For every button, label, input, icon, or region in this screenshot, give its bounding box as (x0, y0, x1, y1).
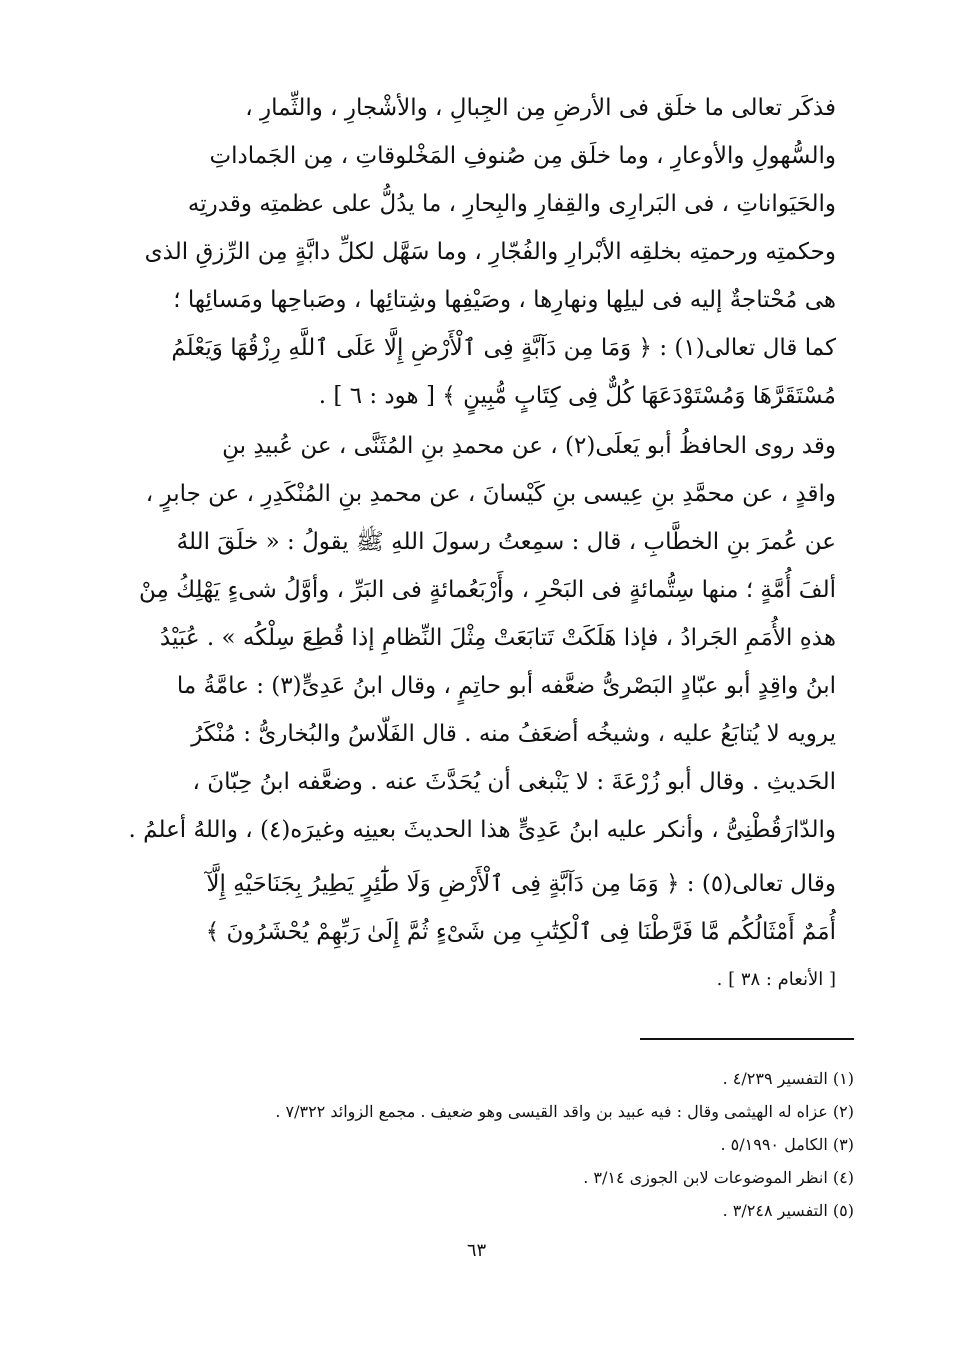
quran-verse-line: كما قال تعالى(١) : ﴿ وَمَا مِن دَآبَّةٍ فِى ٱلْأَرْضِ إِلَّا عَلَى ٱللَّهِ رِزْقُهَا وَيَعْلَمُ (171, 335, 836, 361)
text-line: يرويه لا يُتابَعُ عليه ، وشيخُه أضعَفُ منه . قال الفَلّاسُ والبُخارىُّ : مُنْكَرُ (191, 721, 836, 747)
footnote: (٣) الكامل ٥/١٩٩٠ . (720, 1135, 854, 1154)
quran-verse-line: وقال تعالى(٥) : ﴿ وَمَا مِن دَآبَّةٍ فِى ٱلْأَرْضِ وَلَا طَٰٓئِرٍ يَطِيرُ بِجَنَاحَيْهِ إِلَّآ (206, 871, 836, 897)
footnote: (٢) عزاه له الهيثمى وقال : فيه عبيد بن واقد القيسى وهو ضعيف . مجمع الزوائد ٧/٣٢٢ . (275, 1102, 854, 1121)
footnotes (128, 1062, 854, 1227)
footnote: (٥) التفسير ٣/٢٤٨ . (722, 1201, 854, 1220)
text-line: وقد روى الحافظُ أبو يَعلَى(٢) ، عن محمدِ بنِ المُثَنَّى ، عن عُبيدِ بنِ (222, 433, 836, 459)
text-line: والدّارَقُطْنِىُّ ، وأنكر عليه ابنُ عَدِىٍّ هذا الحديثَ بعينِه وغيرَه(٤) ، واللهُ أعلمُ . (128, 817, 836, 843)
text-line: الحَديثِ . وقال أبو زُرْعَةَ : لا يَنْبغى أن يُحَدَّثَ عنه . وضعَّفه ابنُ حِبّانَ ، (192, 769, 836, 795)
paragraph-1 (128, 84, 836, 420)
text-line: والسُّهولِ والأوعارِ ، وما خلَق مِن صُنوفِ المَخْلوقاتِ ، مِن الجَماداتِ (209, 143, 836, 169)
footnote: (٤) انظر الموضوعات لابن الجوزى ٣/١٤ . (583, 1168, 854, 1187)
paragraph-3 (128, 860, 836, 1004)
text-line: هى مُحْتاجةٌ إليه فى ليلِها ونهارِها ، وصَيْفِها وشِتائِها ، وصَباحِها ومَسائِها ؛ (173, 287, 836, 313)
text-line: ابنُ واقِدٍ أبو عبّادٍ البَصْرىُّ ضعَّفه أبو حاتِمٍ ، وقال ابنُ عَدِىٍّ(٣) : عامَّةُ ما (176, 673, 836, 699)
text-line: ألفَ أُمَّةٍ ؛ منها سِتُّمائةٍ فى البَحْرِ ، وأَرْبَعُمائةٍ فى البَرِّ ، وأوَّلُ شىءٍ يَهْلِكُ مِنْ (139, 577, 836, 603)
text-line: فذكَر تعالى ما خلَق فى الأرضِ مِن الجِبالِ ، والأشْجارِ ، والثِّمارِ ، (245, 95, 836, 121)
text-line: والحَيَواناتِ ، فى البَرارِى والقِفارِ والبِحارِ ، ما يدُلُّ على عظمتِه وقدرتِه (187, 191, 836, 217)
verse-reference: [ الأنعام : ٣٨ ] . (716, 969, 836, 990)
text-line: وحكمتِه ورحمتِه بخلقِه الأبْرارِ والفُجّارِ ، وما سَهَّل لكلِّ دابَّةٍ مِن الرِّزقِ الذى (144, 239, 836, 265)
text-line: هذهِ الأُمَمِ الجَرادُ ، فإذا هَلَكَتْ تَتابَعَتْ مِثْلَ النِّظامِ إذا قُطِعَ سِلْكُه » . عُبَيْدُ (159, 625, 836, 651)
page-number: ٦٣ (466, 1240, 487, 1261)
footnote-divider (640, 1038, 854, 1040)
text-line: واقدٍ ، عن محمَّدِ بنِ عِيسى بنِ كَيْسانَ ، عن محمدِ بنِ المُنْكَدِرِ ، عن جابرٍ ، (145, 481, 836, 507)
paragraph-2 (128, 422, 836, 854)
text-line: عن عُمرَ بنِ الخطَّابِ ، قال : سمِعتُ رسولَ اللهِ ﷺ يقولُ : « خلَقَ اللهُ (176, 529, 836, 555)
footnote: (١) التفسير ٤/٢٣٩ . (722, 1069, 854, 1088)
quran-verse-line: مُسْتَقَرَّهَا وَمُسْتَوْدَعَهَا كُلٌّ فِى كِتَابٍ مُّبِينٍ ﴾ [ هود : ٦ ] . (318, 383, 836, 409)
quran-verse-line: أُمَمٌ أَمْثَالُكُم مَّا فَرَّطْنَا فِى ٱلْكِتَٰبِ مِن شَىْءٍ ثُمَّ إِلَىٰ رَبِّهِمْ يُحْشَرُونَ ﴾ (205, 919, 836, 945)
